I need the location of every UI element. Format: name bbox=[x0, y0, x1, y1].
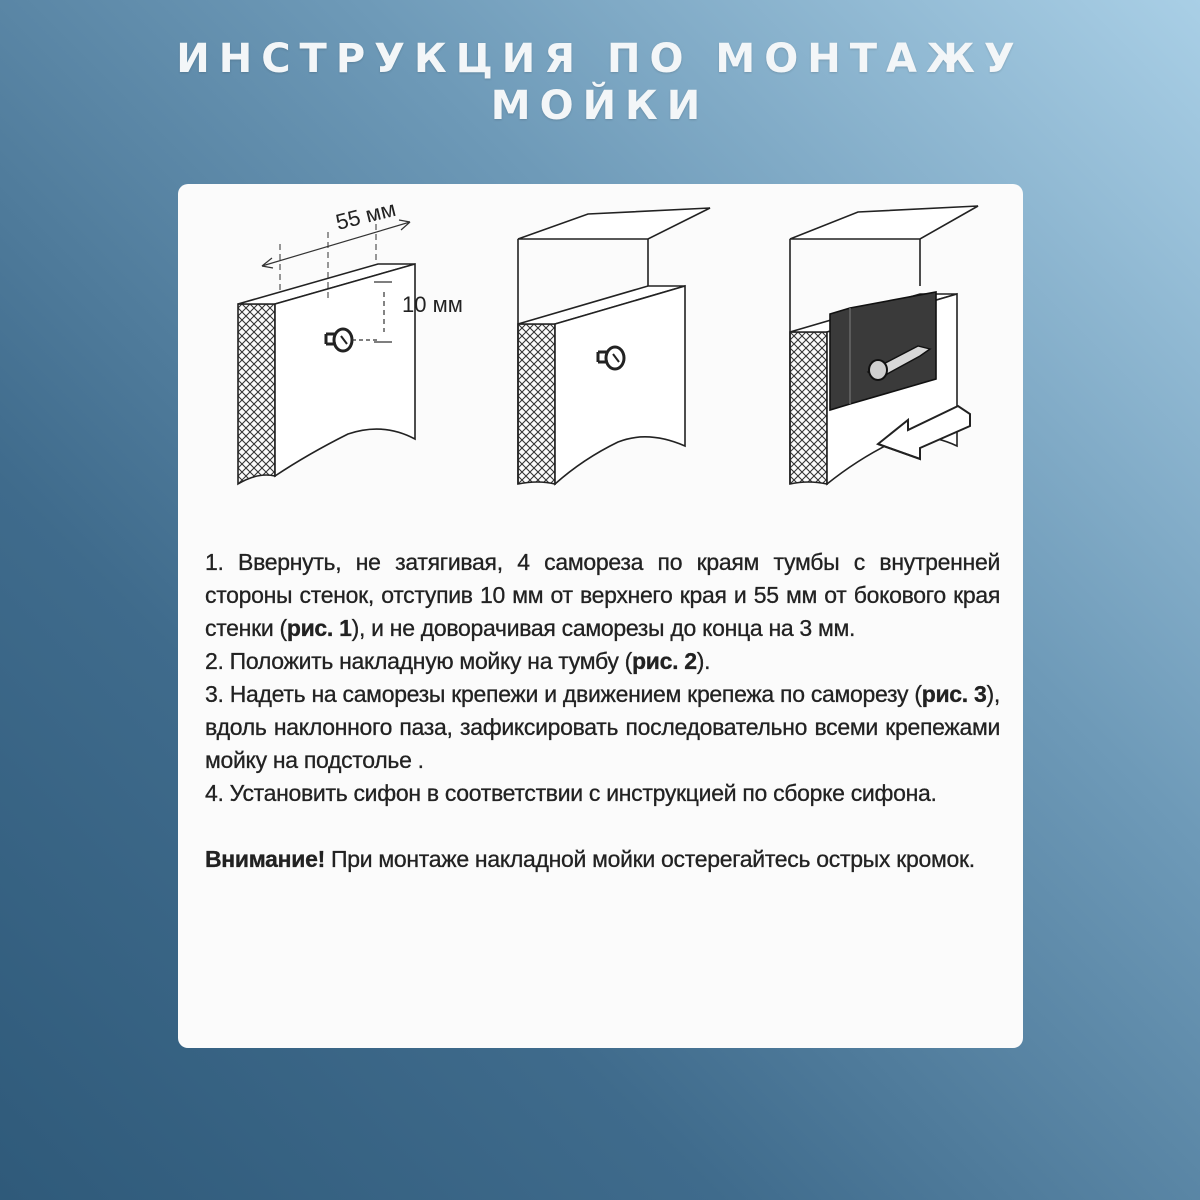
title-line-1: ИНСТРУКЦИЯ ПО МОНТАЖУ bbox=[176, 36, 1024, 82]
figure-ref: рис. 1 bbox=[286, 615, 352, 641]
instruction-card bbox=[178, 184, 1023, 1048]
panel-edge-hatch bbox=[518, 324, 555, 484]
panel-edge-hatch bbox=[238, 304, 275, 484]
title-line-2: МОЙКИ bbox=[490, 83, 710, 129]
page-title bbox=[0, 36, 1200, 130]
panel-edge-hatch bbox=[790, 332, 827, 484]
dimension-label-vertical: 10 мм bbox=[402, 292, 463, 317]
warning-label: Внимание! bbox=[205, 846, 325, 872]
instructions-text bbox=[205, 546, 1000, 876]
sink-top-slab bbox=[518, 208, 710, 239]
figure-ref: рис. 3 bbox=[921, 681, 987, 707]
figure-1 bbox=[238, 214, 415, 484]
step-3: 3. Надеть на саморезы крепежи и движением крепежа по саморезу (рис. 3), вдоль наклонного паза, зафиксировать последовательно всеми крепежами мойку на подстолье . bbox=[205, 681, 1000, 773]
warning-note: Внимание! При монтаже накладной мойки остерегайтесь острых кромок. bbox=[205, 846, 975, 872]
step-1: 1. Ввернуть, не затягивая, 4 самореза по краям тумбы с внутренней стороны стенок, отступив 10 мм от верхнего края и 55 мм от бокового края стенки (рис. 1), и не доворачивая саморезы до конца на 3 мм. bbox=[205, 549, 1000, 641]
figure-3 bbox=[790, 206, 978, 484]
dimension-label-horizontal: 55 мм bbox=[333, 195, 399, 235]
step-4: 4. Установить сифон в соответствии с инструкцией по сборке сифона. bbox=[205, 780, 937, 806]
figure-2 bbox=[518, 208, 710, 484]
sink-top-slab bbox=[790, 206, 978, 239]
step-2: 2. Положить накладную мойку на тумбу (рис. 2). bbox=[205, 648, 711, 674]
figure-ref: рис. 2 bbox=[631, 648, 697, 674]
